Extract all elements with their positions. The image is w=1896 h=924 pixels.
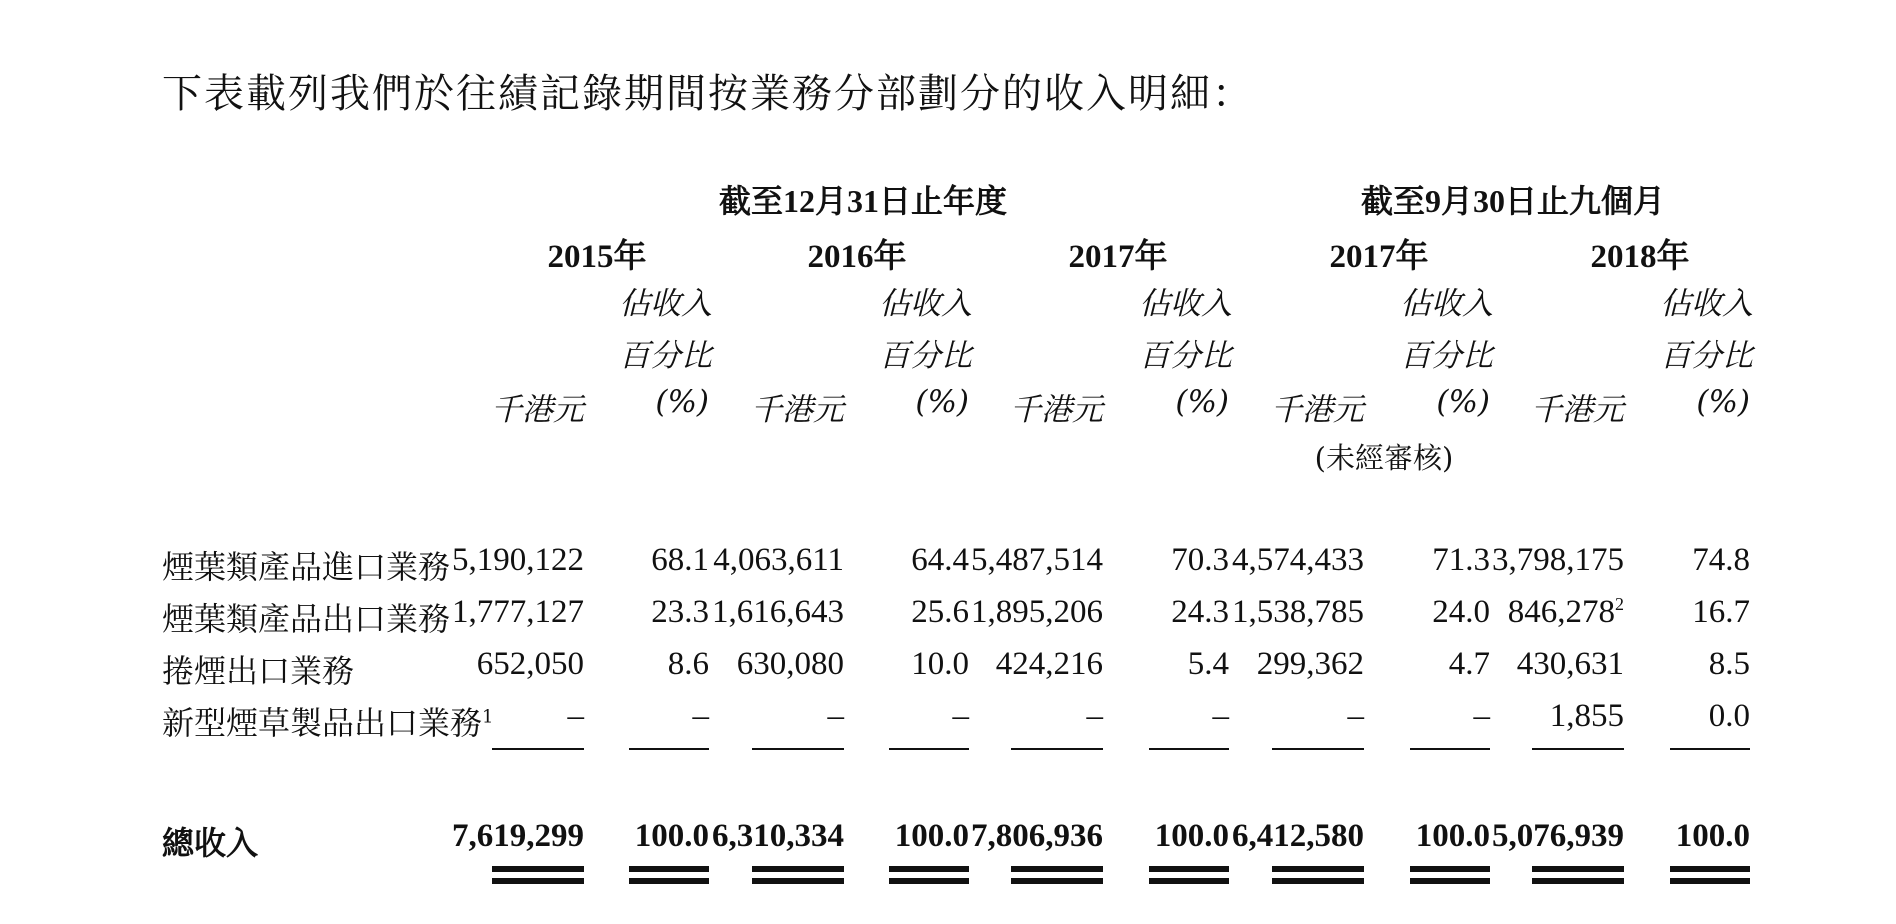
table-cell: 5.4	[1187, 646, 1229, 682]
total-cell: 7,619,299	[452, 818, 584, 854]
footnote-marker: 2	[1615, 594, 1624, 614]
table-cell: –	[567, 698, 584, 734]
table-cell: 3,798,175	[1492, 542, 1624, 578]
subtotal-rule	[889, 748, 969, 750]
unit-pct-header: (%)	[1175, 384, 1229, 420]
unit-pct-header: (%)	[915, 384, 969, 420]
table-cell: 70.3	[1171, 542, 1229, 578]
total-double-rule	[1011, 866, 1103, 886]
pct-of-revenue-header	[1660, 278, 1753, 382]
year-header: 2018年	[1590, 239, 1690, 275]
table-cell: 74.8	[1692, 542, 1750, 578]
subtotal-rule	[752, 748, 844, 750]
table-cell: 630,080	[736, 646, 844, 682]
table-cell: 10.0	[911, 646, 969, 682]
header-nine-months: 截至9月30日止九個月	[1360, 183, 1666, 219]
total-cell: 6,412,580	[1232, 818, 1364, 854]
table-cell: 299,362	[1256, 646, 1364, 682]
table-cell: 64.4	[911, 542, 969, 578]
subtotal-rule	[1149, 748, 1229, 750]
table-cell: 16.7	[1692, 594, 1750, 630]
table-cell: –	[827, 698, 844, 734]
pct-header-line1: 佔收入	[1139, 286, 1232, 322]
unaudited-note: (未經審核)	[1314, 441, 1454, 475]
year-header: 2016年	[807, 239, 907, 275]
pct-of-revenue-header	[1139, 278, 1232, 382]
subtotal-rule	[1670, 748, 1750, 750]
table-cell: 5,487,514	[971, 542, 1103, 578]
table-cell: 23.3	[651, 594, 709, 630]
table-cell: –	[1347, 698, 1364, 734]
year-header: 2017年	[1329, 239, 1429, 275]
table-cell: 1,616,643	[712, 594, 844, 630]
table-cell: 1,855	[1549, 698, 1624, 734]
unit-pct-header: (%)	[1696, 384, 1750, 420]
total-cell: 7,806,936	[971, 818, 1103, 854]
row-label: 捲煙出口業務	[162, 652, 355, 690]
table-cell: –	[1212, 698, 1229, 734]
table-cell: 24.3	[1171, 594, 1229, 630]
pct-header-line2: 百分比	[1400, 338, 1493, 374]
table-cell: –	[692, 698, 709, 734]
table-cell: 8.6	[667, 646, 709, 682]
pct-header-line2: 百分比	[619, 338, 712, 374]
subtotal-rule	[492, 748, 584, 750]
header-annual: 截至12月31日止年度	[718, 183, 1008, 219]
pct-header-line2: 百分比	[1660, 338, 1753, 374]
table-cell: –	[952, 698, 969, 734]
pct-of-revenue-header	[1400, 278, 1493, 382]
table-cell: 25.6	[911, 594, 969, 630]
table-cell: 4,063,611	[713, 542, 844, 578]
unit-amount-header: 千港元	[1271, 392, 1364, 428]
subtotal-rule	[1410, 748, 1490, 750]
pct-of-revenue-header	[879, 278, 972, 382]
subtotal-rule	[1272, 748, 1364, 750]
unit-amount-header: 千港元	[751, 392, 844, 428]
total-double-rule	[1272, 866, 1364, 886]
table-cell: 8.5	[1708, 646, 1750, 682]
unit-amount-header: 千港元	[491, 392, 584, 428]
total-double-rule	[1149, 866, 1229, 886]
pct-of-revenue-header	[619, 278, 712, 382]
table-cell: 4.7	[1448, 646, 1490, 682]
total-double-rule	[1532, 866, 1624, 886]
subtotal-rule	[1011, 748, 1103, 750]
table-cell: 5,190,122	[452, 542, 584, 578]
table-cell: –	[1473, 698, 1490, 734]
total-cell: 100.0	[1415, 818, 1490, 854]
row-label: 煙葉類產品進口業務	[162, 548, 451, 586]
table-cell: 424,216	[995, 646, 1103, 682]
table-cell: 1,777,127	[452, 594, 584, 630]
total-cell: 100.0	[1675, 818, 1750, 854]
pct-header-line1: 佔收入	[1660, 286, 1753, 322]
pct-header-line2: 百分比	[1139, 338, 1232, 374]
total-double-rule	[492, 866, 584, 886]
pct-header-line1: 佔收入	[619, 286, 712, 322]
row-label: 煙葉類產品出口業務	[162, 600, 451, 638]
table-cell: 1,895,206	[971, 594, 1103, 630]
table-cell: 24.0	[1432, 594, 1490, 630]
total-cell: 100.0	[894, 818, 969, 854]
table-cell: 846,278$^2$	[1507, 594, 1624, 630]
table-cell: 652,050	[476, 646, 584, 682]
total-label: 總收入	[162, 824, 259, 862]
unit-pct-header: (%)	[655, 384, 709, 420]
total-double-rule	[1670, 866, 1750, 886]
table-cell: –	[1086, 698, 1103, 734]
subtotal-rule	[1532, 748, 1624, 750]
table-cell: 68.1	[651, 542, 709, 578]
year-header: 2015年	[547, 239, 647, 275]
total-cell: 6,310,334	[712, 818, 844, 854]
table-cell: 430,631	[1516, 646, 1624, 682]
table-cell: 71.3	[1432, 542, 1490, 578]
pct-header-line1: 佔收入	[1400, 286, 1493, 322]
unit-amount-header: 千港元	[1531, 392, 1624, 428]
total-cell: 100.0	[634, 818, 709, 854]
total-cell: 100.0	[1154, 818, 1229, 854]
year-header: 2017年	[1068, 239, 1168, 275]
total-double-rule	[889, 866, 969, 886]
footnote-marker: 1	[482, 706, 494, 728]
total-double-rule	[629, 866, 709, 886]
unit-pct-header: (%)	[1436, 384, 1490, 420]
intro-text: 下表載列我們於往績記錄期間按業務分部劃分的收入明細：	[162, 71, 1254, 117]
unit-amount-header: 千港元	[1010, 392, 1103, 428]
row-label: 新型煙草製品出口業務$^1$	[162, 704, 494, 742]
pct-header-line1: 佔收入	[879, 286, 972, 322]
table-cell: 0.0	[1708, 698, 1750, 734]
total-double-rule	[1410, 866, 1490, 886]
total-cell: 5,076,939	[1492, 818, 1624, 854]
pct-header-line2: 百分比	[879, 338, 972, 374]
subtotal-rule	[629, 748, 709, 750]
table-cell: 4,574,433	[1232, 542, 1364, 578]
table-cell: 1,538,785	[1232, 594, 1364, 630]
total-double-rule	[752, 866, 844, 886]
